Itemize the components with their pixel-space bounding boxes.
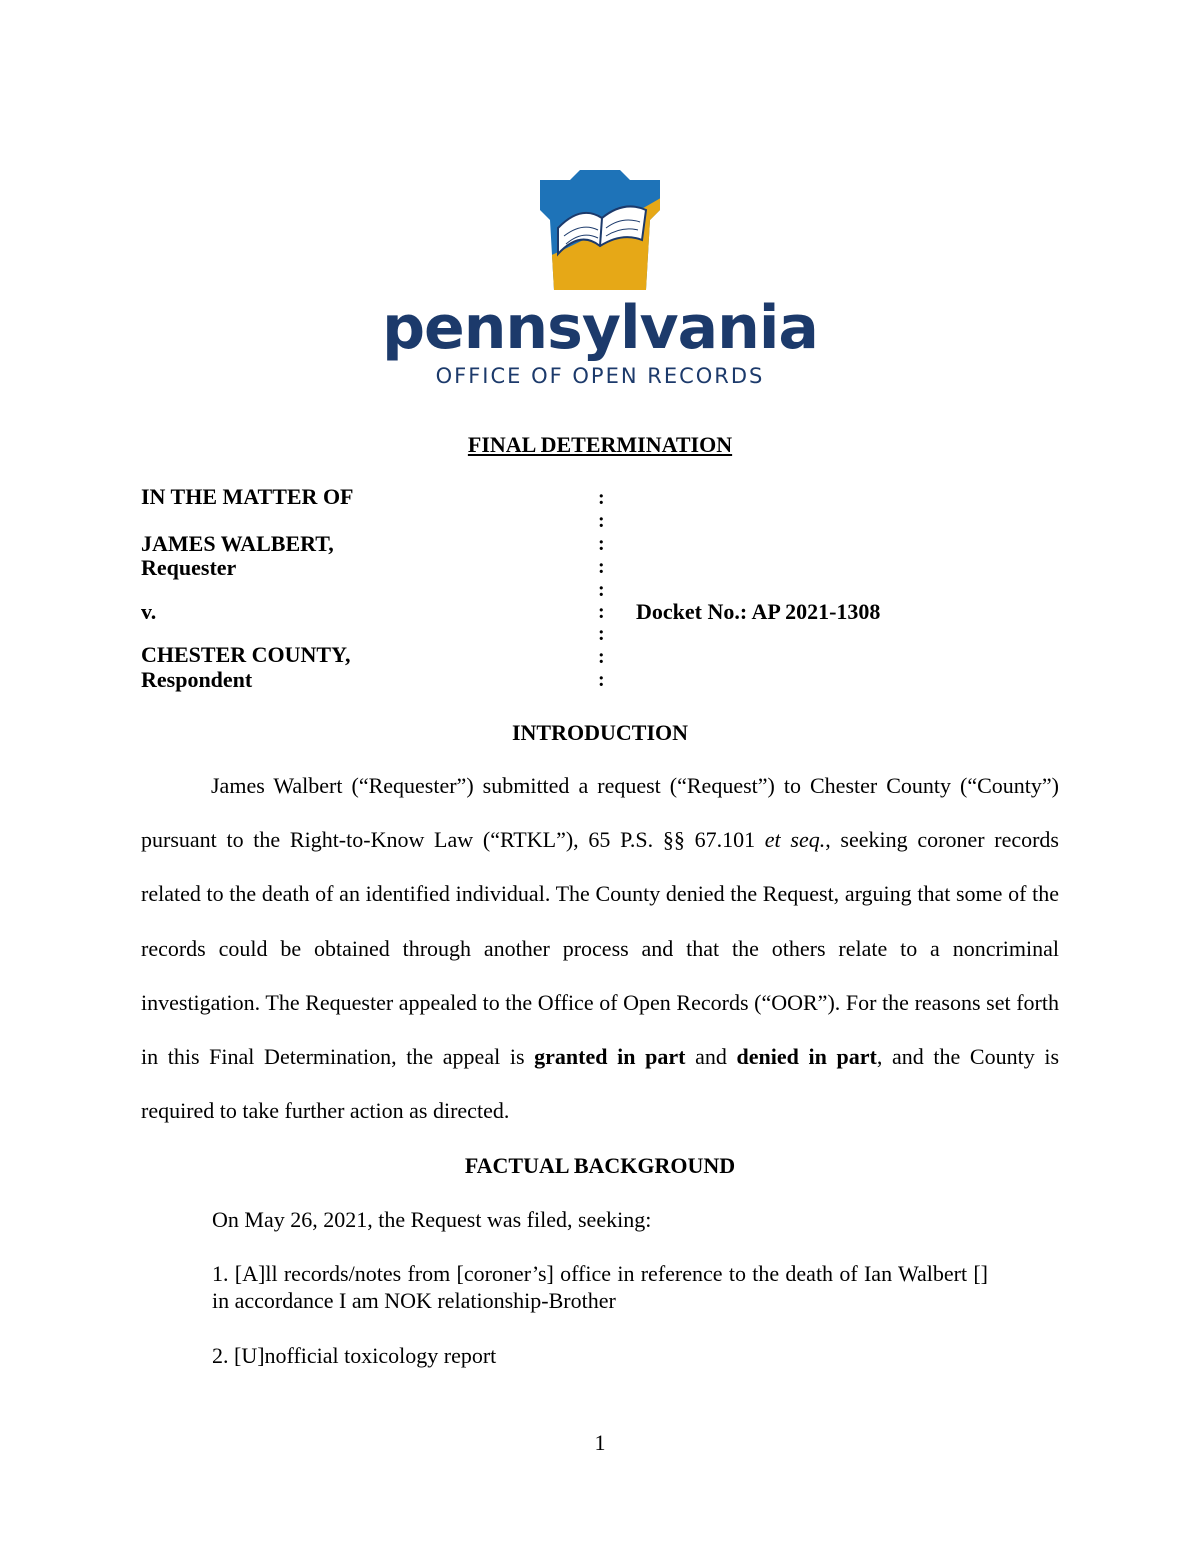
caption-requester-name: JAMES WALBERT, [141, 531, 334, 556]
intro-text: and [695, 1044, 727, 1070]
page-number: 1 [594, 1430, 606, 1455]
intro-bold: denied in part [736, 1044, 877, 1070]
keystone-book-icon [536, 166, 664, 292]
caption-requester-role: Requester [141, 555, 237, 580]
intro-italic: et seq. [764, 827, 826, 853]
caption-colon: : [598, 556, 605, 578]
caption-colon: : [598, 579, 605, 601]
factual-background-heading: FACTUAL BACKGROUND [464, 1153, 736, 1178]
caption-matter: IN THE MATTER OF [141, 484, 354, 509]
caption-colon: : [598, 510, 605, 532]
intro-bold: granted in part [534, 1044, 686, 1070]
request-lead: On May 26, 2021, the Request was filed, seeking: [212, 1207, 652, 1232]
caption-respondent-role: Respondent [141, 667, 253, 692]
caption-colon: : [598, 669, 605, 691]
logo-wordmark: pennsylvania [382, 293, 818, 363]
intro-text: , and the County is required to take further action as directed. [141, 1044, 1060, 1124]
docket-number: Docket No.: AP 2021-1308 [636, 599, 881, 624]
caption-colon: : [598, 533, 605, 555]
caption-versus: v. [141, 599, 157, 624]
caption-respondent-name: CHESTER COUNTY, [141, 642, 351, 667]
caption-colon: : [598, 623, 605, 645]
intro-text: , seeking coroner records related to the death of an identified individual. The County denied the Request, arguing that some of the records could be obtained through another process and that the others relate to a noncriminal investigation. The Requester appealed to the Office of Open Records (“OOR”). For the reasons set forth in this Final Determination, the appeal is [141, 827, 1059, 1070]
intro-text: James Walbert (“Requester”) submitted a request (“Request”) to Chester County (“County”) pursuant to the Right-to-Know Law (“RTKL”), 65 P.S. §§ 67.101 [141, 773, 1059, 853]
caption-colon: : [598, 487, 605, 509]
logo-subtitle: OFFICE OF OPEN RECORDS [435, 364, 765, 388]
caption-colon: : [598, 646, 605, 668]
introduction-heading: INTRODUCTION [511, 720, 689, 745]
caption-colon: : [598, 601, 605, 623]
document-title: FINAL DETERMINATION [467, 432, 733, 457]
request-item-2: 2. [U]nofficial toxicology report [212, 1343, 497, 1368]
request-item-1: 1. [A]ll records/notes from [coroner’s] office in reference to the death of Ian Walbert [] in accordance I am NOK relationship-Brother [212, 1261, 988, 1313]
introduction-paragraph [141, 759, 1059, 1138]
